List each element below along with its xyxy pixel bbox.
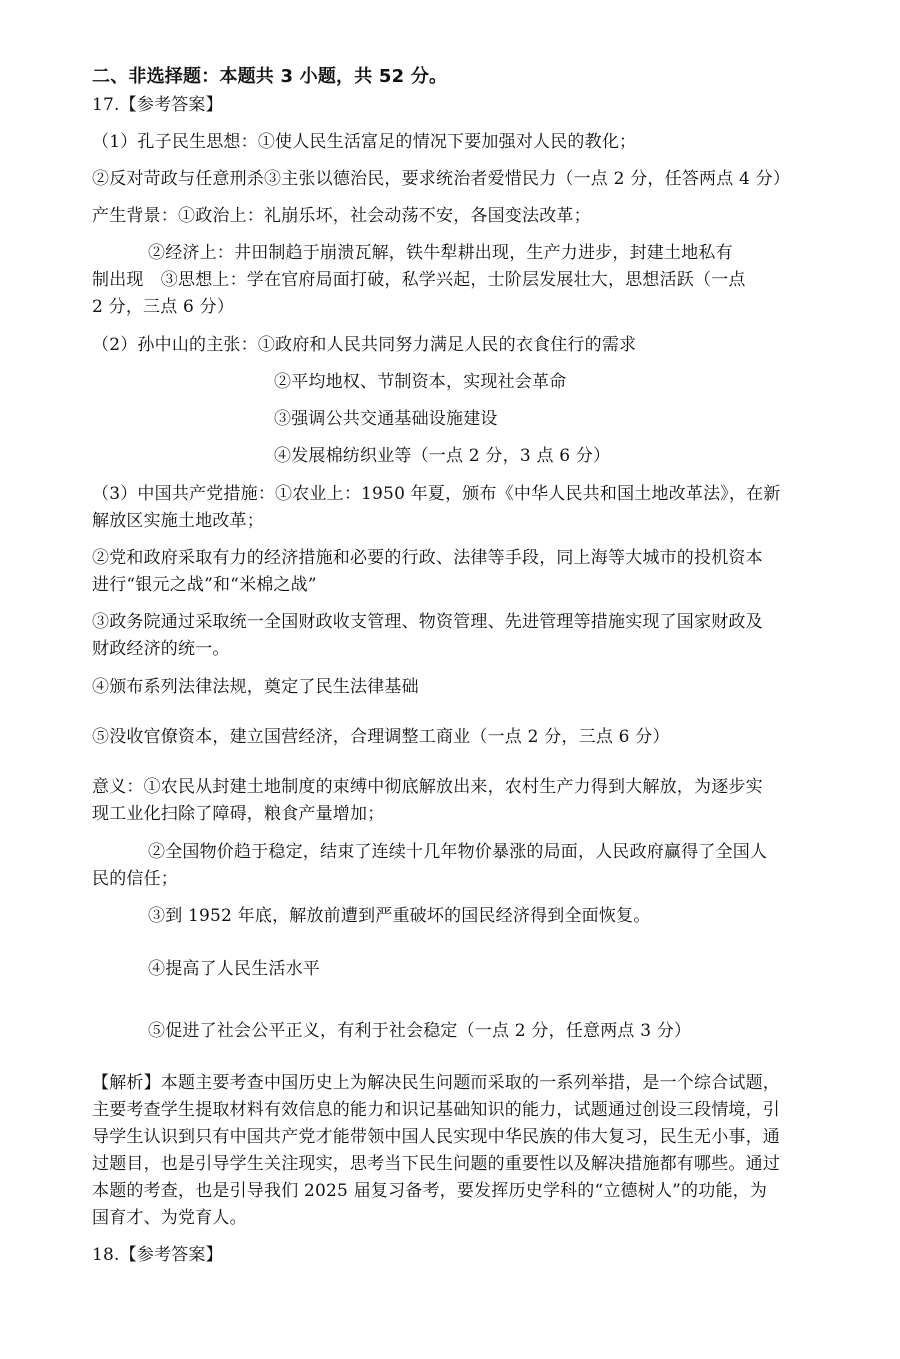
q17-part1-line4: ②经济上：井田制趋于崩溃瓦解，铁牛犁耕出现，生产力进步，封建土地私有 <box>148 243 733 263</box>
q17-part2-line4: ④发展棉纺织业等（一点 2 分，3 点 6 分） <box>274 446 611 466</box>
question-18-label: 18.【参考答案】 <box>92 1245 223 1265</box>
q17-analysis-line4: 过题目，也是引导学生关注现实，思考当下民生问题的重要性以及解决措施都有哪些。通过 <box>92 1154 780 1174</box>
q17-analysis-line6: 国育才、为党育人。 <box>92 1208 247 1228</box>
q17-significance-line7: ⑤促进了社会公平正义，有利于社会稳定（一点 2 分，任意两点 3 分） <box>148 1021 692 1041</box>
q17-analysis-line2: 主要考查学生提取材料有效信息的能力和识记基础知识的能力，试题通过创设三段情境，引 <box>92 1100 780 1120</box>
q17-part1-line2: ②反对苛政与任意刑杀③主张以德治民，要求统治者爱惜民力（一点 2 分，任答两点 4 分） <box>92 169 791 189</box>
q17-part2-line3: ③强调公共交通基础设施建设 <box>274 409 498 429</box>
q17-part3-line8: ⑤没收官僚资本，建立国营经济，合理调整工商业（一点 2 分，三点 6 分） <box>92 727 670 747</box>
q17-part2-line2: ②平均地权、节制资本，实现社会革命 <box>274 372 567 392</box>
q17-significance-line1: 意义：①农民从封建土地制度的束缚中彻底解放出来，农村生产力得到大解放，为逐步实 <box>92 777 763 797</box>
q17-part3-line5: ③政务院通过采取统一全国财政收支管理、物资管理、先进管理等措施实现了国家财政及 <box>92 612 763 632</box>
q17-part3-line3: ②党和政府采取有力的经济措施和必要的行政、法律等手段，同上海等大城市的投机资本 <box>92 548 763 568</box>
q17-part3-line4: 进行“银元之战”和“米棉之战” <box>92 575 317 595</box>
q17-analysis-line3: 导学生认识到只有中国共产党才能带领中国人民实现中华民族的伟大复习，民生无小事，通 <box>92 1127 780 1147</box>
q17-significance-line3: ②全国物价趋于稳定，结束了连续十几年物价暴涨的局面，人民政府赢得了全国人 <box>148 842 768 862</box>
section-title: 二、非选择题：本题共 3 小题，共 52 分。 <box>92 66 448 87</box>
q17-analysis-line1: 【解析】本题主要考查中国历史上为解决民生问题而采取的一系列举措，是一个综合试题， <box>92 1073 780 1093</box>
q17-part3-line6: 财政经济的统一。 <box>92 639 230 659</box>
q17-significance-line6: ④提高了人民生活水平 <box>148 959 320 979</box>
q17-part2-line1: （2）孙中山的主张：①政府和人民共同努力满足人民的衣食住行的需求 <box>92 335 637 355</box>
q17-analysis-line5: 本题的考查，也是引导我们 2025 届复习备考，要发挥历史学科的“立德树人”的功能，为 <box>92 1181 768 1201</box>
q17-significance-line4: 民的信任； <box>92 869 178 889</box>
q17-part1-line1: （1）孔子民生思想：①使人民生活富足的情况下要加强对人民的教化； <box>92 132 637 152</box>
q17-part1-line6: 2 分，三点 6 分） <box>92 297 235 317</box>
q17-part1-line5: 制出现 ③思想上：学在官府局面打破，私学兴起，士阶层发展壮大，思想活跃（一点 <box>92 270 746 290</box>
q17-part1-line3: 产生背景：①政治上：礼崩乐坏，社会动荡不安，各国变法改革； <box>92 206 591 226</box>
question-17-label: 17.【参考答案】 <box>92 95 223 115</box>
q17-significance-line5: ③到 1952 年底，解放前遭到严重破坏的国民经济得到全面恢复。 <box>148 906 651 926</box>
q17-significance-line2: 现工业化扫除了障碍，粮食产量增加； <box>92 804 385 824</box>
q17-part3-line7: ④颁布系列法律法规，奠定了民生法律基础 <box>92 677 419 697</box>
q17-part3-line2: 解放区实施土地改革； <box>92 511 264 531</box>
q17-part3-line1: （3）中国共产党措施：①农业上：1950 年夏，颁布《中华人民共和国土地改革法》，在新 <box>92 484 781 504</box>
